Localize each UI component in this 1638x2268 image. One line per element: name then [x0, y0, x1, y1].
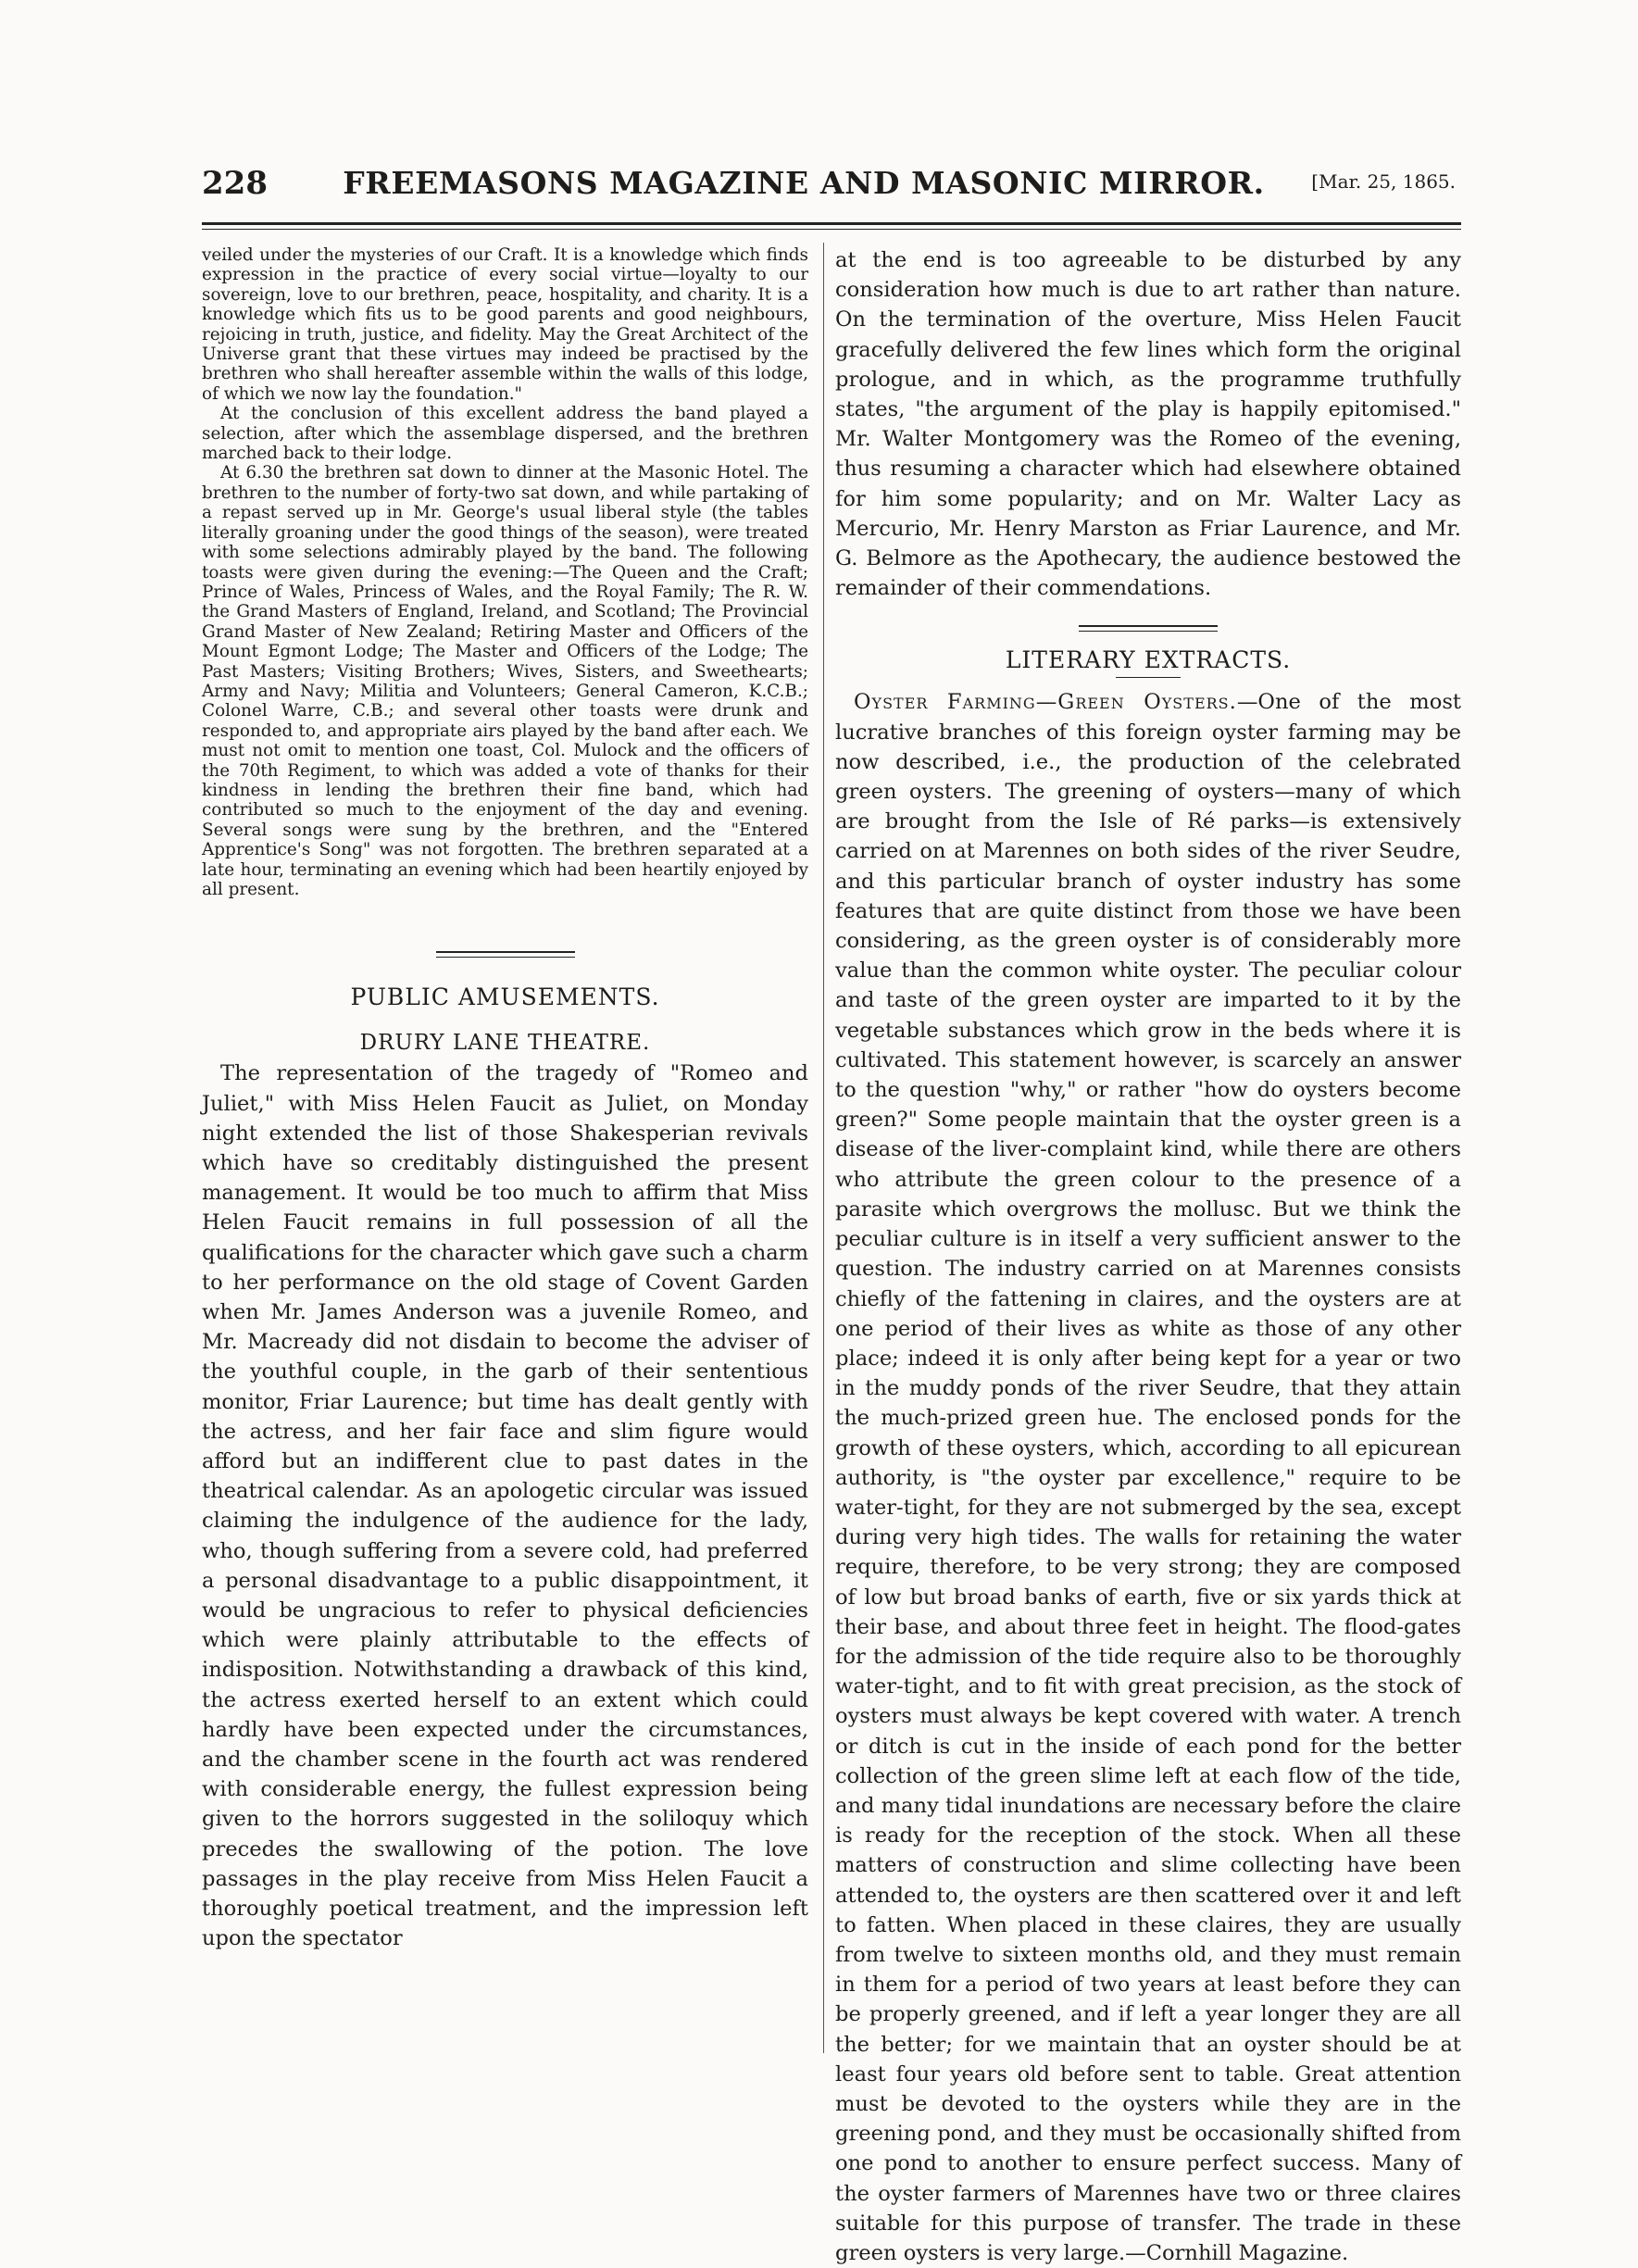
right-column	[835, 245, 1461, 2268]
left-column	[202, 245, 808, 1954]
band-paragraph: At the conclusion of this excellent address the band played a selection, after which the assemblage dispersed, and the brethren marched back to their lodge.	[202, 404, 808, 464]
public-amusements-heading: PUBLIC AMUSEMENTS.	[350, 984, 660, 1011]
section-separator	[1079, 625, 1218, 632]
page-header	[202, 165, 1461, 211]
lodge-address-continued: veiled under the mysteries of our Craft. It is a knowledge which finds expression in the practice of every social virtue—loyalty to our sovereign, love to our brethren, peace, hospitality, and charity. It is a knowledge which fits us to be good parents and good neighbours, rejoicing in truth, justice, and fidelity. May the Great Architect of the Universe grant that these virtues may indeed be practised by the brethren who shall hereafter assemble within the walls of this lodge, of which we now lay the foundation."	[202, 245, 808, 404]
issue-date: [Mar. 25, 1865.	[1311, 170, 1456, 193]
page-number: 228	[202, 165, 268, 202]
column-divider	[823, 243, 824, 2053]
dinner-paragraph: At 6.30 the brethren sat down to dinner at the Masonic Hotel. The brethren to the number of forty-two sat down, and while partaking of a repast served up in Mr. George's usual liberal style (the tables literally groaning under the good things of the season), were treated with some selections admirably played by the band. The following toasts were given during the evening:—The Queen and the Craft; Prince of Wales, Princess of Wales, and the Royal Family; The R. W. the Grand Masters of England, Ireland, and Scotland; The Provincial Grand Master of New Zealand; Retiring Master and Officers of the Mount Egmont Lodge; The Master and Officers of the Lodge; The Past Masters; Visiting Brothers; Wives, Sisters, and Sweethearts; Army and Navy; Militia and Volunteers; General Cameron, K.C.B.; Colonel Warre, C.B.; and several other toasts were drunk and responded to, and appropriate airs played by the band after each. We must not omit to mention one toast, Col. Mulock and the officers of the 70th Regiment, to which was added a vote of thanks for their kindness in lending the brethren their fine band, which had contributed so much to the enjoyment of the day and evening. Several songs were sung by the brethren, and the "Entered Apprentice's Song" was not forgotten. The brethren separated at a late hour, terminating an evening which had been heartily enjoyed by all present.	[202, 463, 808, 899]
extract-title: Oyster Farming—Green Oysters.	[854, 690, 1237, 715]
theatre-review-continued: at the end is too agreeable to be disturbed by any consideration how much is due to art rather than nature. On the termination of the overture, Miss Helen Faucit gracefully delivered the few lines which form the original prologue, and in which, as the programme truthfully states, "the argument of the play is happily epitomised." Mr. Walter Montgomery was the Romeo of the evening, thus resuming a character which had elsewhere obtained for him some popularity; and on Mr. Walter Lacy as Mercurio, Mr. Henry Marston as Friar Laurence, and Mr. G. Belmore as the Apothecary, the audience bestowed the remainder of their commendations.	[835, 248, 1461, 601]
theatre-review-paragraph: The representation of the tragedy of "Romeo and Juliet," with Miss Helen Faucit as Juliet, on Monday night extended the list of those Shakesperian revivals which have so creditably distinguished the present management. It would be too much to affirm that Miss Helen Faucit remains in full possession of all the qualifications for the character which gave such a charm to her performance on the old stage of Covent Garden when Mr. James Anderson was a juvenile Romeo, and Mr. Macready did not disdain to become the adviser of the youthful couple, in the garb of their sententious monitor, Friar Laurence; but time has dealt gently with the actress, and her fair face and slim figure would afford but an indifferent clue to past dates in the theatrical calendar. As an apologetic circular was issued claiming the indulgence of the audience for the lady, who, though suffering from a severe cold, had preferred a personal disadvantage to a public disappointment, it would be ungracious to refer to physical deficiencies which were plainly attributable to the effects of indisposition. Notwithstanding a drawback of this kind, the actress exerted herself to an extent which could hardly have been expected under the circumstances, and the chamber scene in the fourth act was rendered with considerable energy, the fullest expression being given to the horrors suggested in the soliloquy which precedes the swallowing of the potion. The love passages in the play receive from Miss Helen Faucit a thoroughly poetical treatment, and the impression left upon the spectator	[202, 1061, 808, 1951]
header-rule-thin	[202, 229, 1461, 230]
literary-extracts-heading: LITERARY EXTRACTS.	[1005, 646, 1292, 674]
heading-underline	[1116, 677, 1181, 678]
publication-title: FREEMASONS MAGAZINE AND MASONIC MIRROR.	[343, 165, 1265, 201]
oyster-farming-text: —One of the most lucrative branches of this foreign oyster farming may be now described, i.e., the production of the celebrated green oysters. The greening of oysters—many of which are brought from the Isle of Ré parks—is extensively carried on at Marennes on both sides of the river Seudre, and this particular branch of oyster industry has some features that are quite distinct from those we have been considering, as the green oyster is of considerably more value than the common white oyster. The peculiar colour and taste of the green oyster are imparted to it by the vegetable substances which grow in the beds where it is cultivated. This statement however, is scarcely an answer to the question "why," or rather "how do oysters become green?" Some people maintain that the oyster green is a disease of the liver-complaint kind, while there are others who attribute the green colour to the presence of a parasite which overgrows the mollusc. But we think the peculiar culture is in itself a very sufficient answer to the question. The industry carried on at Marennes consists chiefly of the fattening in claires, and the oysters are at one period of their lives as white as those of any other place; indeed it is only after being kept for a year or two in the muddy ponds of the river Seudre, that they attain the much-prized green hue. The enclosed ponds for the growth of these oysters, which, according to all epicurean authority, is "the oyster par excellence," require to be water-tight, for they are not submerged by the sea, except during very high tides. The walls for retaining the water require, therefore, to be very strong; they are composed of low but broad banks of earth, five or six yards thick at their base, and about three feet in height. The flood-gates for the admission of the tide require also to be thoroughly water-tight, and to fit with great precision, as the stock of oysters must always be kept covered with water. A trench or ditch is cut in the inside of each pond for the better collection of the green slime left at each flow of the tide, and many tidal inundations are necessary before the claire is ready for the reception of the stock. When all these matters of construction and slime collecting have been attended to, the oysters are then scattered over it and left to fatten. When placed in these claires, they are usually from twelve to sixteen months old, and they must remain in them for a period of two years at least before they can be properly greened, and if left a year longer they are all the better; for we maintain that an oyster should be at least four years old before sent to table. Great attention must be devoted to the oysters while they are in the greening pond, and they must be occasionally shifted from one pond to another to ensure perfect success. Many of the oyster farmers of Marennes have two or three claires suitable for this purpose of transfer. The trade in these green oysters is very large.—Cornhill Magazine.	[835, 690, 1462, 2265]
section-separator	[436, 951, 575, 958]
drury-lane-heading: DRURY LANE THEATRE.	[359, 1031, 651, 1056]
header-rule-thick	[202, 222, 1461, 225]
oyster-farming-first-lines	[835, 687, 1461, 2268]
